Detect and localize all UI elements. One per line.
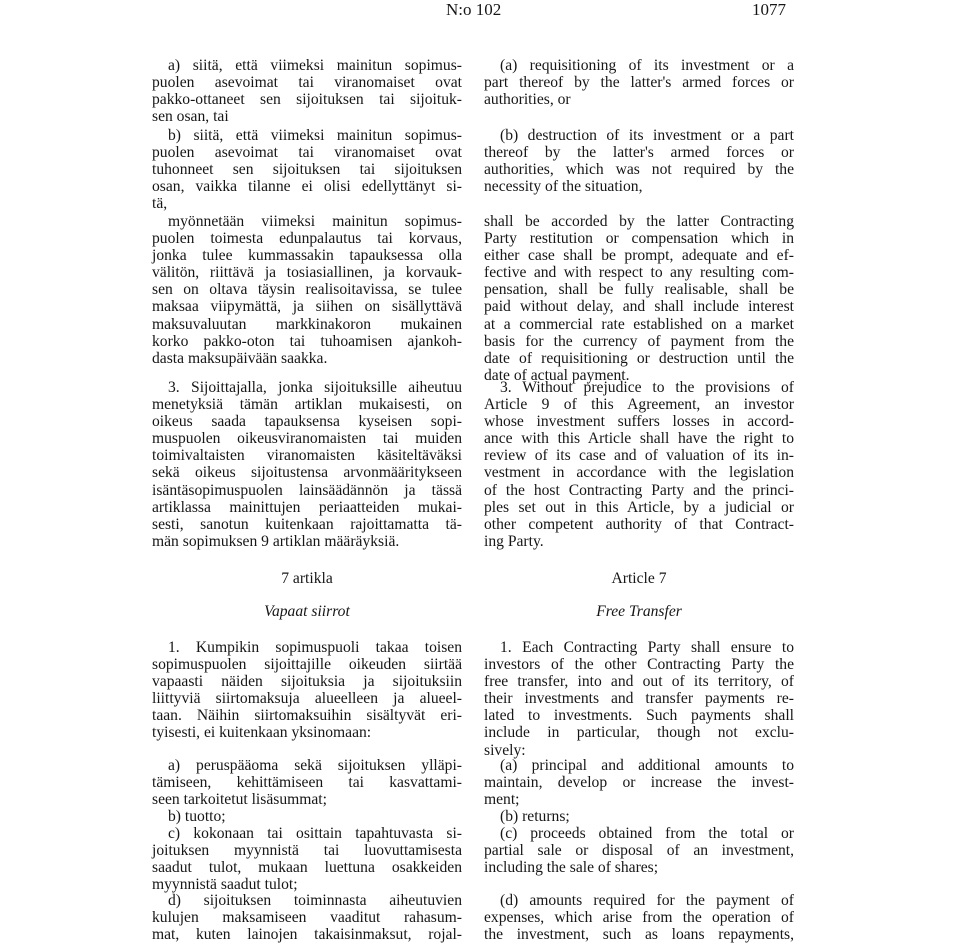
text-line: fective and with respect to any resulting com-	[484, 264, 794, 282]
text-line: basis for the currency of payment from the	[484, 332, 794, 350]
text-line: osan, vaikka tilanne ei olisi edellyttänyt si-	[152, 178, 462, 196]
en-para-b	[484, 127, 794, 195]
fi-article-heading: 7 artikla	[281, 570, 333, 587]
text-line: myynnistä saadut tulot;	[152, 876, 298, 894]
text-line: saadut tulot, mukaan luettuna osakkeiden	[152, 859, 462, 877]
en-para-7-b	[484, 808, 794, 825]
fi-para-3	[152, 379, 462, 550]
text-line: tuhonneet sen sijoituksen tai sijoituksen	[152, 161, 462, 179]
text-line: sen on oltava täysin realisoitavissa, se tulee	[152, 281, 462, 299]
text-line: mat, kuten lainojen takaisinmaksut, rojal-	[152, 926, 462, 944]
text-line: date of requisitioning or destruction until the	[484, 349, 794, 367]
text-line: pakko-ottaneet sen sijoituksen tai sijoituk-	[152, 91, 462, 109]
text-line: sively:	[484, 741, 526, 759]
text-line: shall be accorded by the latter Contracting	[484, 213, 794, 230]
text-line: part thereof by the latter's armed forces or	[484, 74, 794, 92]
text-line: a) siitä, että viimeksi mainitun sopimus-	[168, 57, 462, 74]
text-line: whose investment suffers losses in accord-	[484, 413, 794, 431]
text-line: puolen toimesta edunpalautus tai korvaus,	[152, 230, 462, 248]
text-line: välitön, riittävä ja tosiasiallinen, ja korvauk-	[152, 264, 462, 282]
text-line: 1. Kumpikin sopimuspuoli takaa toisen	[168, 639, 462, 656]
text-line: liittyviä siirtomaksuja alueelleen ja alueel-	[152, 690, 462, 708]
text-line: muspuolen oikeusviranomaisten tai muiden	[152, 430, 462, 448]
text-line: 3. Sijoittajalla, jonka sijoituksille aiheutuu	[168, 379, 462, 396]
text-line: other competent authority of that Contract-	[484, 515, 794, 533]
en-article-title: Free Transfer	[596, 603, 682, 620]
text-line: dasta maksupäivään saakka.	[152, 349, 328, 367]
en-article-heading: Article 7	[611, 570, 667, 587]
text-line: joituksen myynnistä tai luovuttamisesta	[152, 842, 462, 860]
text-line: artiklassa mainittujen periaatteiden mukai-	[152, 498, 462, 516]
fi-para-7-1	[152, 639, 462, 742]
text-line: taan. Näihin siirtomaksuihin sisältyvät eri-	[152, 707, 462, 725]
text-line: expenses, which arise from the operation of	[484, 909, 794, 927]
text-line: d) sijoituksen toiminnasta aiheutuvien	[168, 892, 462, 909]
fi-article-title: Vapaat siirrot	[264, 603, 350, 620]
text-line: date of actual payment.	[484, 366, 630, 384]
text-line: their investments and transfer payments re-	[484, 690, 794, 708]
text-line: korko pakko-oton tai tuhoamisen ajankoh-	[152, 332, 462, 350]
text-line: män sopimuksen 9 artiklan määräyksiä.	[152, 532, 400, 550]
text-line: (c) proceeds obtained from the total or	[500, 825, 794, 842]
fi-para-7-a	[152, 757, 462, 808]
en-para-c	[484, 213, 794, 384]
text-line: tyisesti, ei kuitenkaan yksinomaan:	[152, 724, 372, 742]
text-line: partial sale or disposal of an investment,	[484, 842, 794, 860]
issue-number: N:o 102	[446, 0, 502, 19]
text-line: ment;	[484, 791, 520, 809]
text-line: oikeus saada tapauksensa kyseisen sopi-	[152, 413, 462, 431]
text-line: Party restitution or compensation which in	[484, 230, 794, 248]
fi-para-c	[152, 213, 462, 367]
text-line: a) peruspääoma sekä sijoituksen ylläpi-	[168, 757, 462, 774]
text-line: vapaasti näiden sijoituksia ja sijoituksiin	[152, 673, 462, 691]
page-number: 1077	[752, 0, 786, 19]
text-line: ing Party.	[484, 532, 544, 550]
text-line: Article 9 of this Agreement, an investor	[484, 396, 794, 414]
en-para-3	[484, 379, 794, 550]
text-line: maintain, develop or increase the invest-	[484, 774, 794, 792]
text-line: (a) principal and additional amounts to	[500, 757, 794, 774]
fi-para-7-c	[152, 825, 462, 893]
text-line: sen osan, tai	[152, 108, 229, 126]
text-line: maksaa viipymättä, ja siihen on sisällyttävä	[152, 298, 462, 316]
text-line: 3. Without prejudice to the provisions of	[500, 379, 794, 396]
text-line: investors of the other Contracting Party the	[484, 656, 794, 674]
text-line: 1. Each Contracting Party shall ensure to	[500, 639, 794, 656]
text-line: b) siitä, että viimeksi mainitun sopimus-	[168, 127, 462, 144]
text-line: maksuvaluutan markkinakoron mukainen	[152, 315, 462, 333]
text-line: puolen asevoimat tai viranomaiset ovat	[152, 144, 462, 162]
text-line: the investment, such as loans repayments,	[484, 926, 794, 944]
text-line: puolen asevoimat tai viranomaiset ovat	[152, 74, 462, 92]
text-line: review of its case and of valuation of its in-	[484, 447, 794, 465]
text-line: of the host Contracting Party and the princi-	[484, 481, 794, 499]
en-para-7-d	[484, 892, 794, 943]
text-line: authorities, or	[484, 91, 571, 109]
en-para-7-c	[484, 825, 794, 876]
text-line: toimivaltaisten viranomaisten käsiteltäväksi	[152, 447, 462, 465]
text-line: free transfer, into and out of its territory, of	[484, 673, 794, 691]
text-line: tämiseen, kehittämiseen tai kasvattami-	[152, 774, 462, 792]
text-line: isäntäsopimuspuolen lainsäädännön ja tässä	[152, 481, 462, 499]
fi-para-7-b	[152, 808, 462, 825]
text-line: (a) requisitioning of its investment or a	[500, 57, 794, 74]
text-line: b) tuotto;	[168, 808, 226, 825]
text-line: menetyksiä tämän artiklan mukaisesti, on	[152, 396, 462, 414]
text-line: myönnetään viimeksi mainitun sopimus-	[168, 213, 462, 230]
text-line: (b) returns;	[500, 808, 570, 825]
text-line: authorities, which was not required by the	[484, 161, 794, 179]
text-line: either case shall be prompt, adequate and ef-	[484, 247, 794, 265]
text-line: lated to investments. Such payments shall	[484, 707, 794, 725]
text-line: ples set out in this Article, by a judicial or	[484, 498, 794, 516]
text-line: (b) destruction of its investment or a part	[500, 127, 794, 144]
text-line: sesti, sanotun kuitenkaan rajoittamatta tä-	[152, 515, 462, 533]
text-line: pensation, shall be fully realisable, shall be	[484, 281, 794, 299]
text-line: vestment in accordance with the legislation	[484, 464, 794, 482]
text-line: including the sale of shares;	[484, 859, 659, 877]
en-para-7-a	[484, 757, 794, 808]
text-line: c) kokonaan tai osittain tapahtuvasta si-	[168, 825, 462, 842]
text-line: necessity of the situation,	[484, 178, 643, 196]
fi-para-b	[152, 127, 462, 212]
text-line: ance with this Article shall have the right to	[484, 430, 794, 448]
en-para-a	[484, 57, 794, 108]
text-line: thereof by the latter's armed forces or	[484, 144, 794, 162]
text-line: sopimuspuolen sijoittajille oikeuden siirtää	[152, 656, 462, 674]
text-line: kulujen maksamiseen vaaditut rahasum-	[152, 909, 462, 927]
text-line: seen tarkoitetut lisäsummat;	[152, 791, 327, 809]
fi-para-7-d	[152, 892, 462, 943]
text-line: (d) amounts required for the payment of	[500, 892, 794, 909]
text-line: tä,	[152, 195, 168, 213]
fi-para-a	[152, 57, 462, 125]
text-line: paid without delay, and shall include interest	[484, 298, 794, 316]
text-line: sekä oikeus sijoitustensa arvonmääritykseen	[152, 464, 462, 482]
text-line: include in particular, though not exclu-	[484, 724, 794, 742]
text-line: at a commercial rate established on a market	[484, 315, 794, 333]
text-line: jonka tulee kummassakin tapauksessa olla	[152, 247, 462, 265]
en-para-7-1	[484, 639, 794, 759]
